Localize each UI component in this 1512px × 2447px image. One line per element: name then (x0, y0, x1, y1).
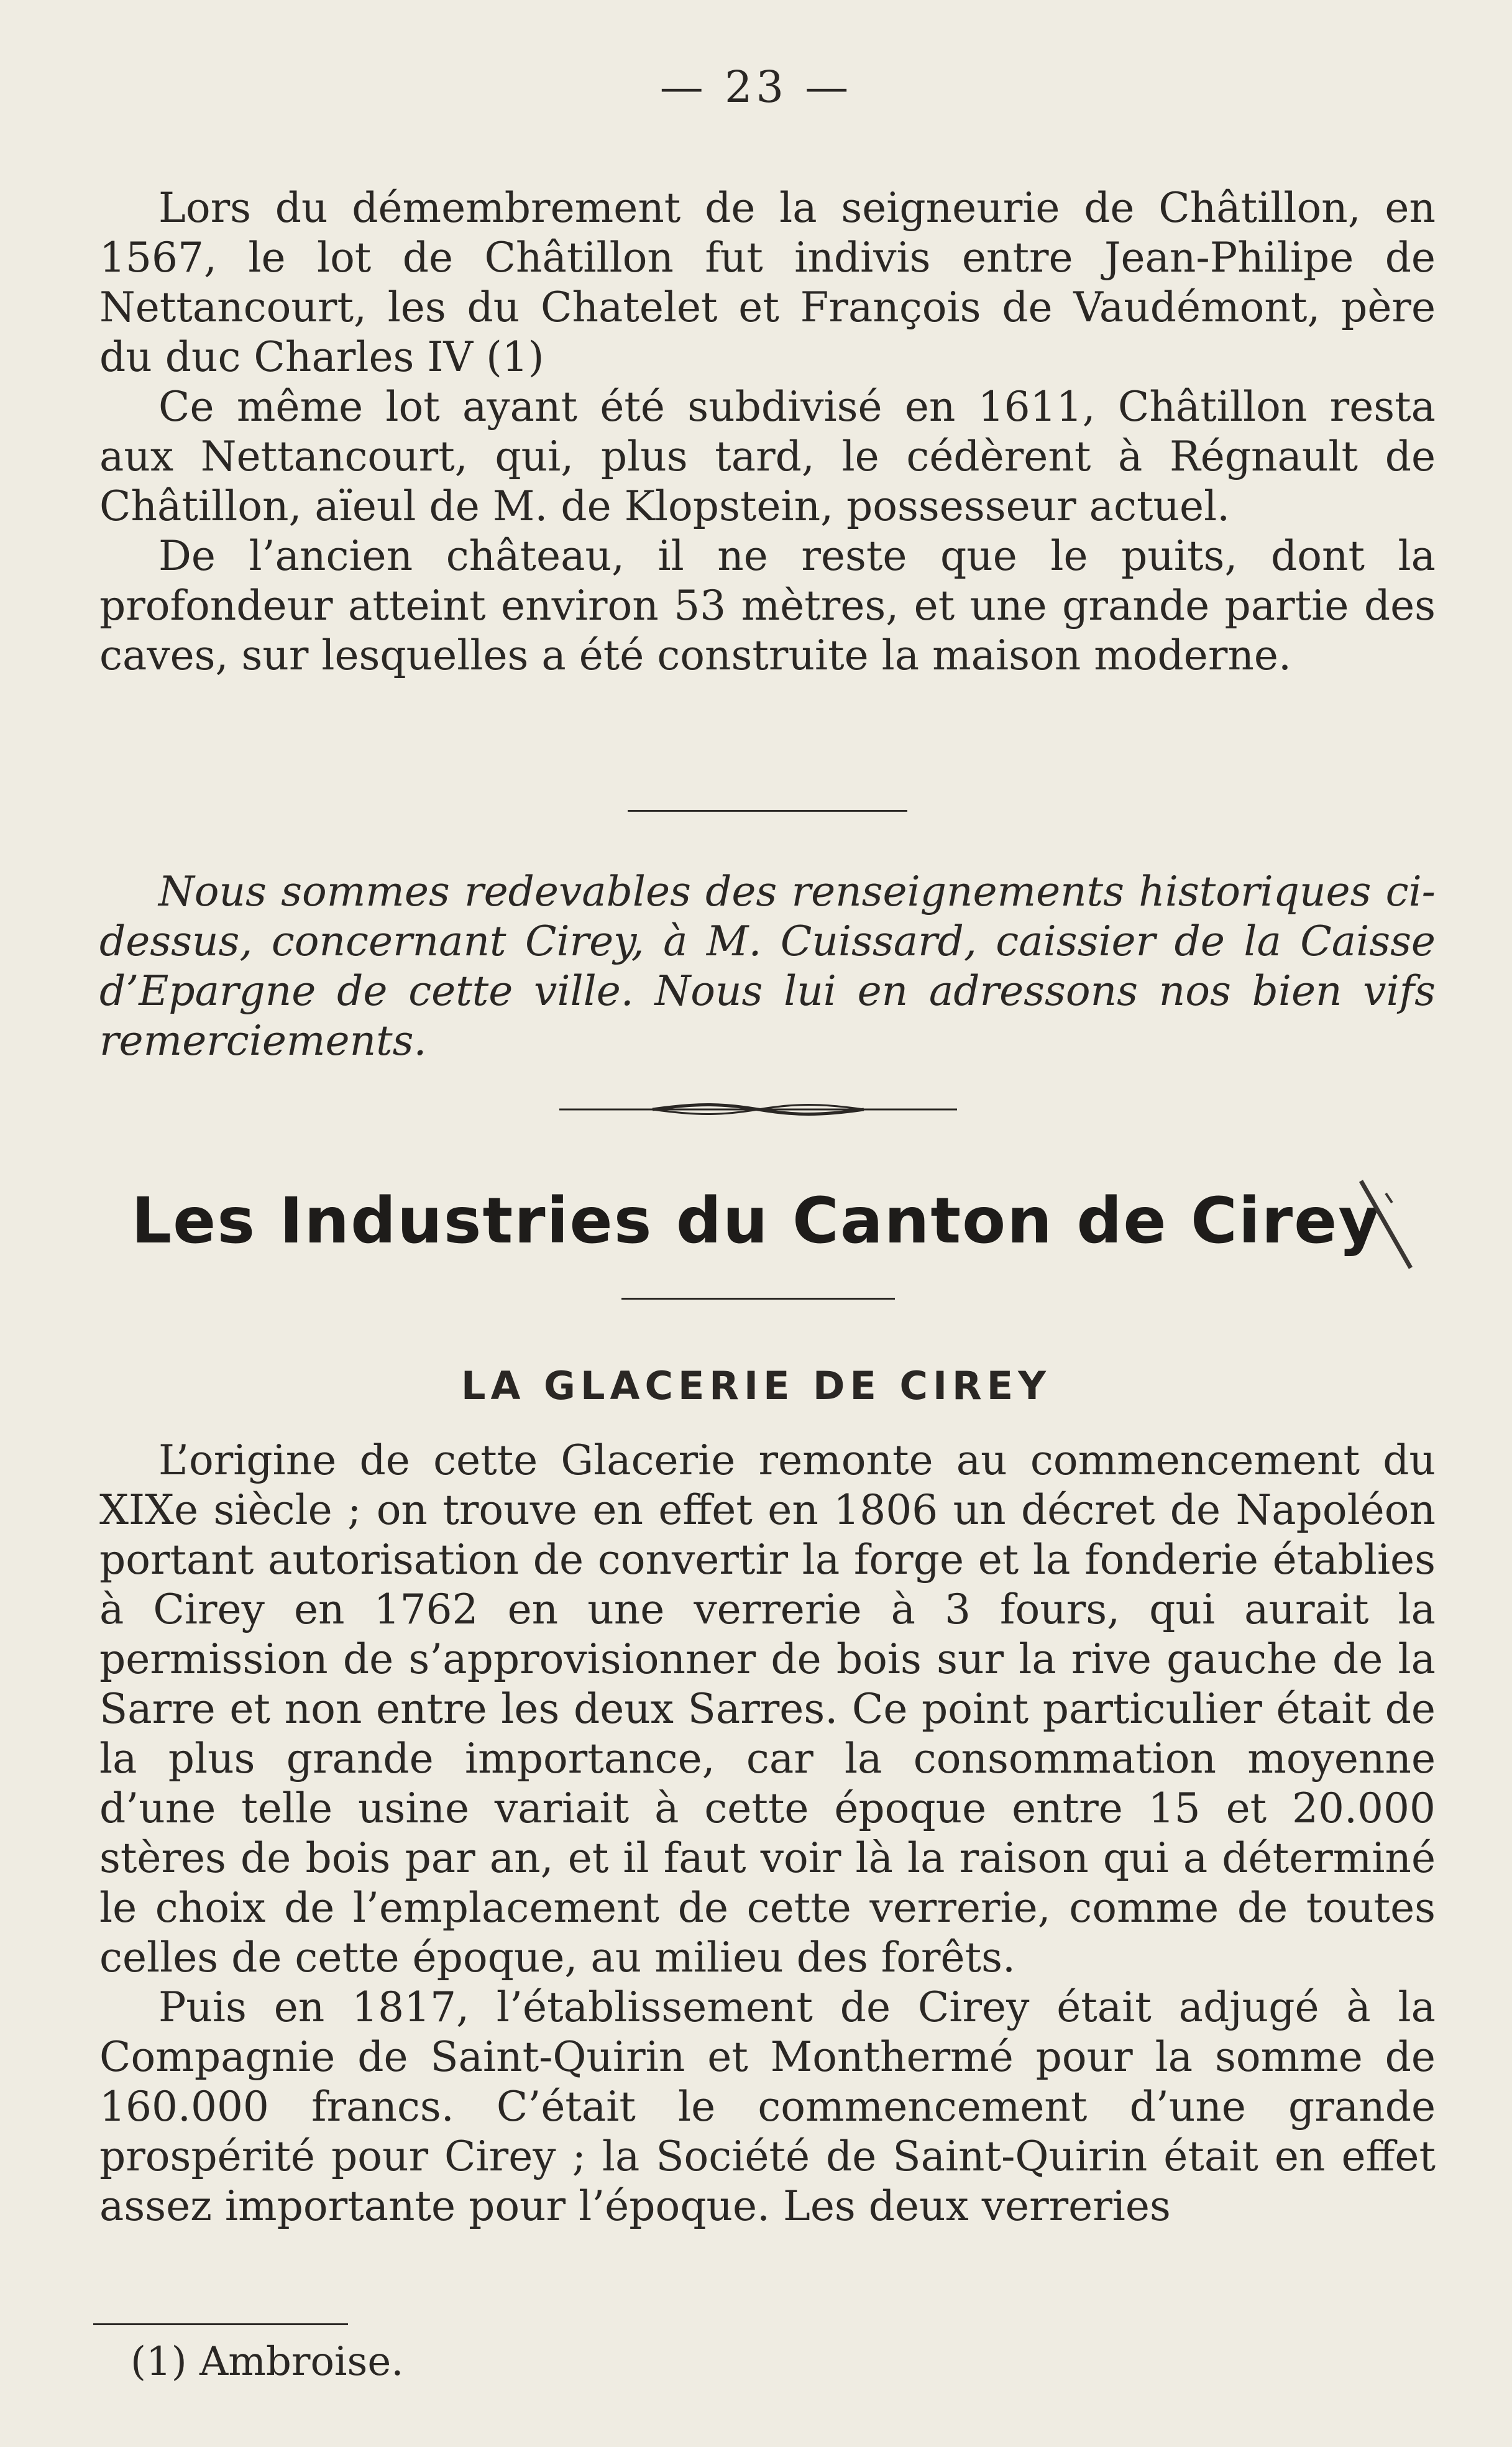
ornamental-divider (559, 1100, 957, 1119)
section-divider (628, 810, 907, 812)
paragraph: L’origine de cette Glacerie remonte au commencement du XIXe siècle ; on trouve en effet en 1806 un décret de Napoléon portant autorisation de convertir la forge et la fonderie établies à Cirey en 1762 en une verrerie à 3 fours, qui aurait la permission de s’approvisionner de bois sur la rive gauche de la Sarre et non entre les deux Sarres. Ce point particulier était de la plus grande importance, car la consommation moyenne d’une telle usine variait à cette époque entre 15 et 20.000 stères de bois par an, et il faut voir là la raison qui a déterminé le choix de l’emplacement de cette verrerie, comme de toutes celles de cette époque, au milieu des forêts. (99, 1436, 1436, 1981)
paragraph: Ce même lot ayant été subdivisé en 1611, Châtillon resta aux Nettancourt, qui, plus tard, le cédèrent à Régnault de Châtillon, aïeul de M. de Klopstein, possesseur actuel. (99, 383, 1436, 530)
paragraph: De l’ancien château, il ne reste que le puits, dont la profondeur atteint environ 53 mètres, et une grande partie des caves, sur lesquelles a été construite la maison moderne. (99, 532, 1436, 679)
history-section (99, 183, 1436, 681)
section-title: Les Industries du Canton de Cirey (131, 1184, 1381, 1258)
footnote-rule (93, 2323, 348, 2325)
glacerie-section (99, 1436, 1436, 2231)
subsection-title: LA GLACERIE DE CIREY (460, 1363, 1052, 1408)
page-number: — 23 — (659, 62, 853, 112)
acknowledgement-text: Nous sommes redevables des renseignements historiques ci-dessus, concernant Cirey, à M. Cuissard, caissier de la Caisse d’Epargne de cette ville. Nous lui en adressons nos bien vifs remerciements. (99, 868, 1436, 1065)
acknowledgement-note (99, 867, 1436, 1066)
paragraph: Lors du démembrement de la seigneurie de Châtillon, en 1567, le lot de Châtillon fut indivis entre Jean-Philipe de Nettancourt, les du Chatelet et François de Vaudémont, père du duc Charles IV (1) (99, 184, 1436, 381)
pencil-check-mark (1355, 1175, 1429, 1299)
title-underline (621, 1298, 895, 1300)
footnote: (1) Ambroise. (131, 2339, 404, 2385)
paragraph: Puis en 1817, l’établissement de Cirey était adjugé à la Compagnie de Saint-Quirin et Monthermé pour la somme de 160.000 francs. C’était le commencement d’une grande prospérité pour Cirey ; la Société de Saint-Quirin était en effet assez importante pour l’époque. Les deux verreries (99, 1983, 1436, 2230)
